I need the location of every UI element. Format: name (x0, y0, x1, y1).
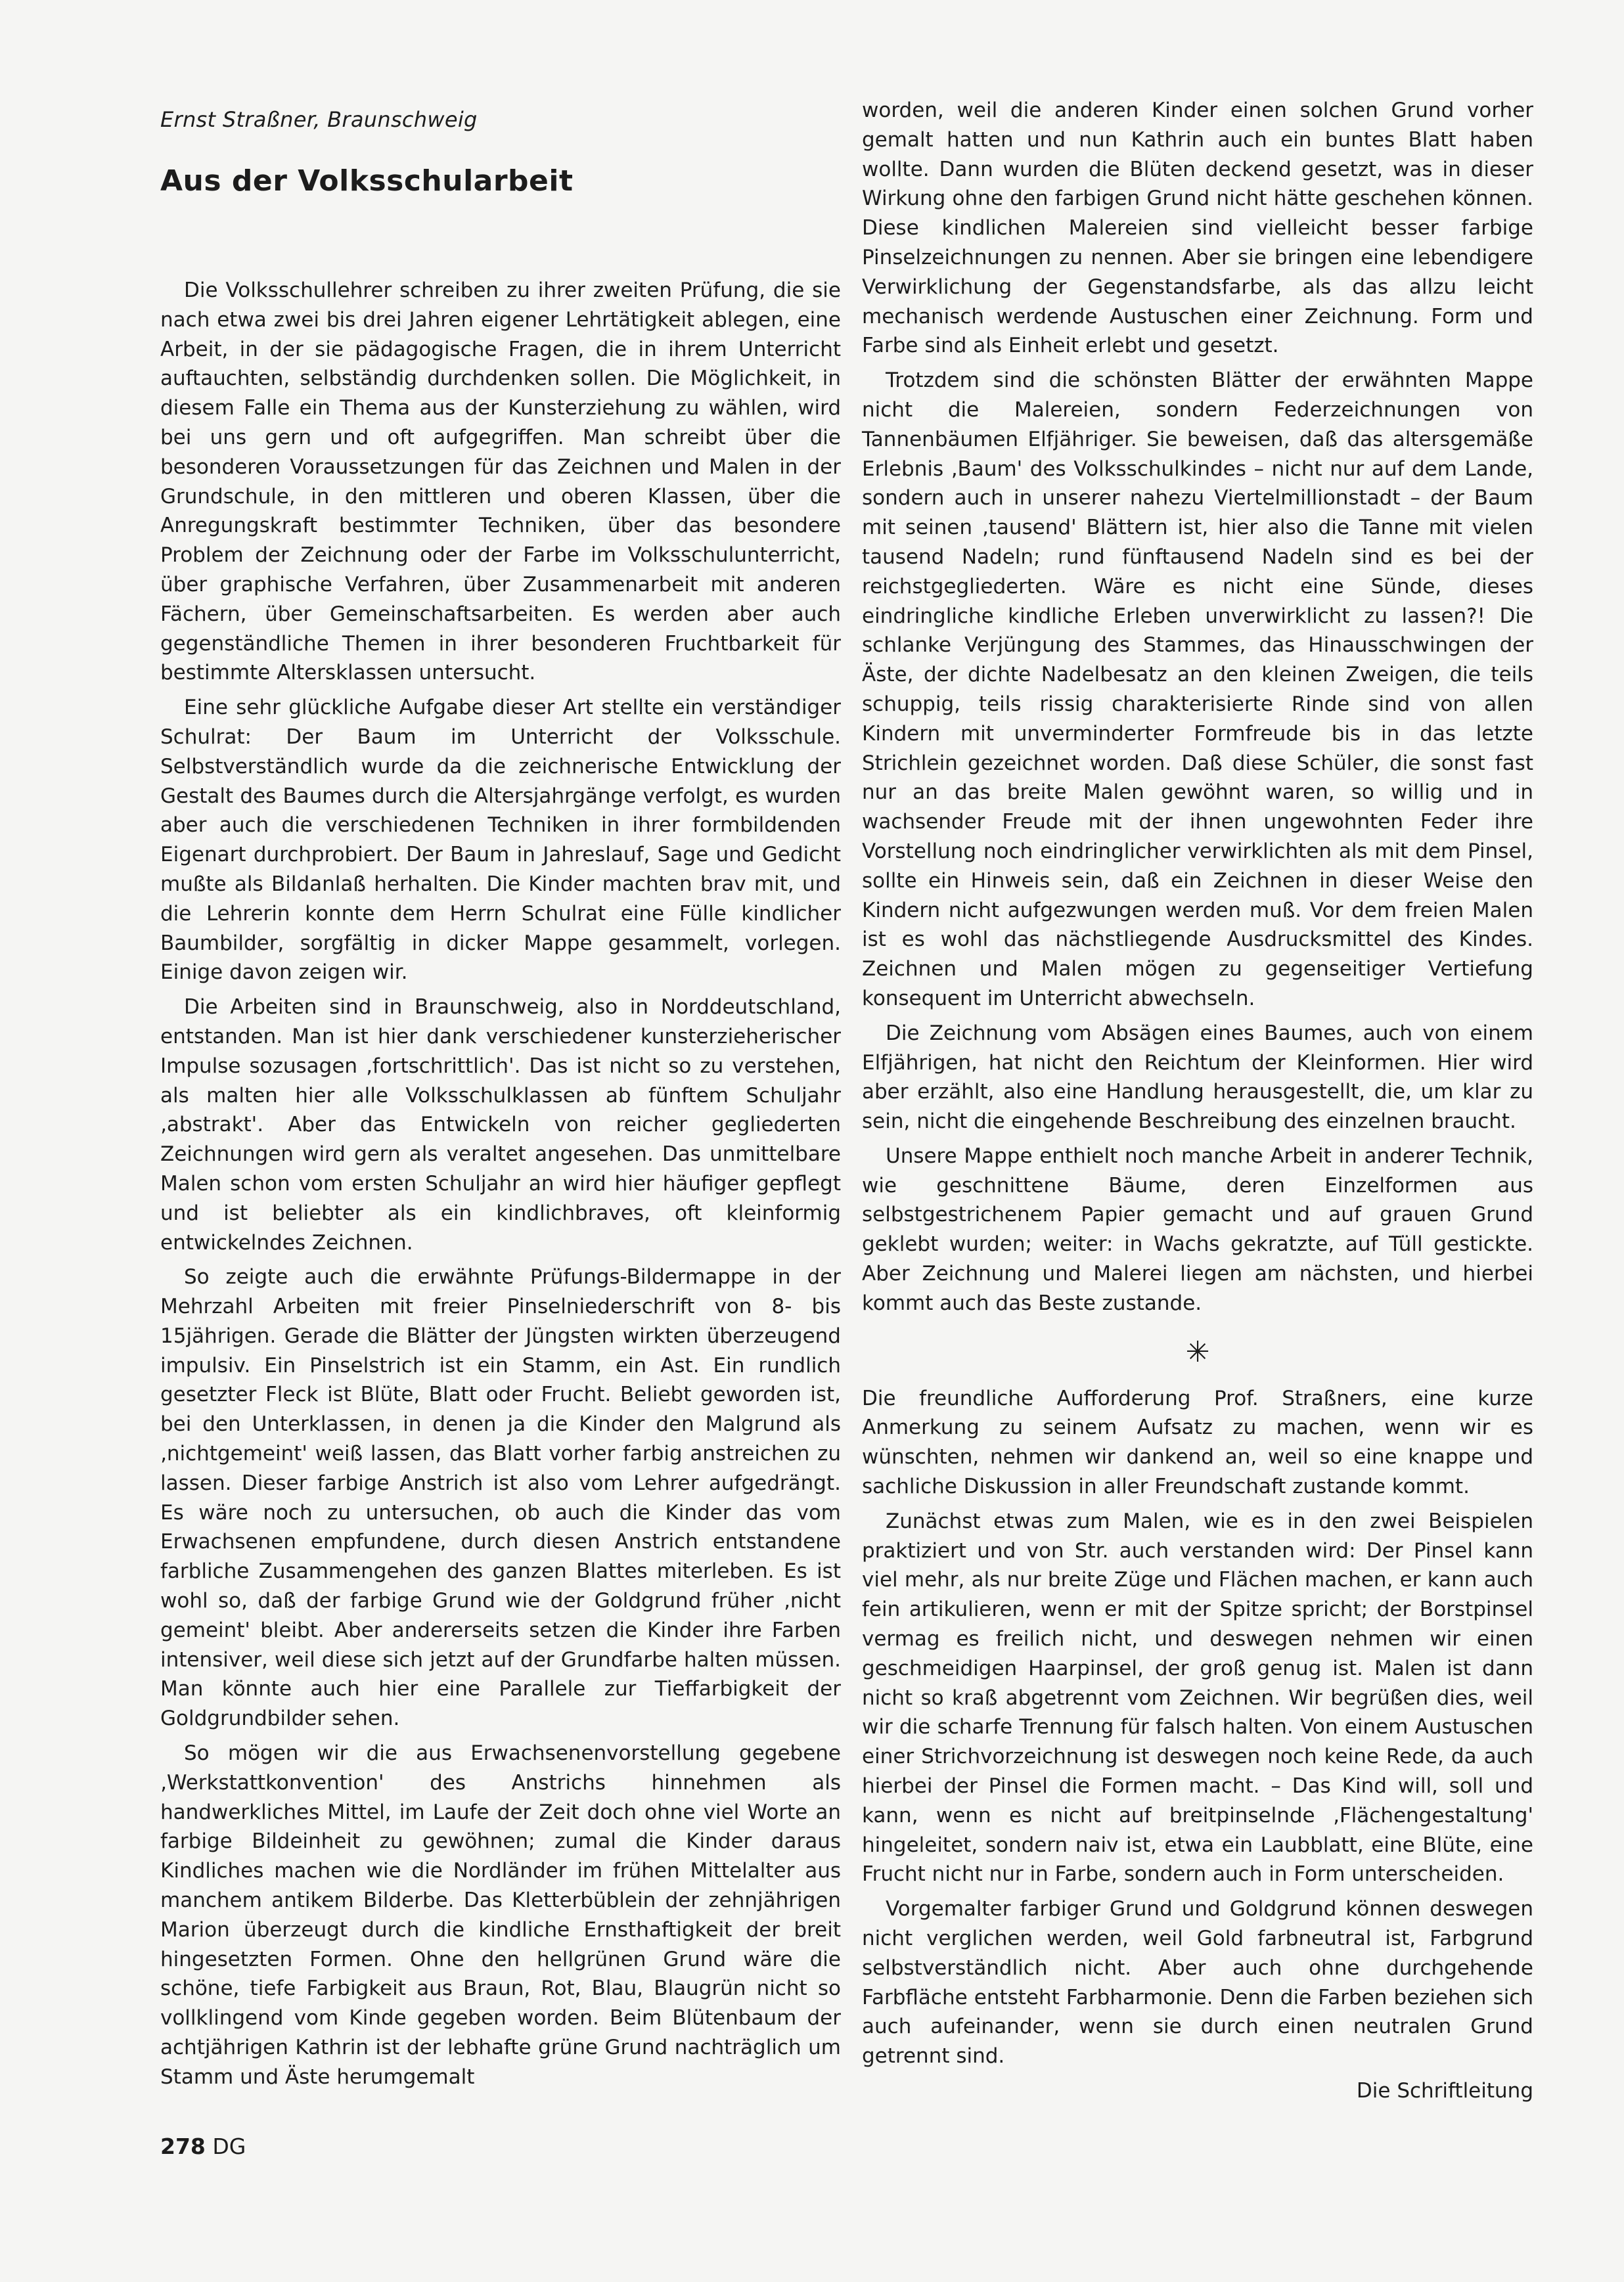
journal-abbreviation: DG (212, 2134, 246, 2159)
author-line: Ernst Straßner, Braunschweig (160, 107, 478, 132)
paragraph: So zeigte auch die erwähnte Prüfungs-Bildermappe in der Mehrzahl Arbeiten mit freier Pinselniederschrift von 8- bis 15jährigen. Gerade die Blätter der Jüngsten wirkten überzeugend impulsiv. Ein Pinselstrich ist ein Stamm, ein Ast. Ein rundlich gesetzter Fleck ist Blüte, Blatt oder Frucht. Beliebt geworden ist, bei den Unterklassen, in denen ja die Kinder den Malgrund als ‚nichtgemeint' weiß lassen, das Blatt vorher farbig anstreichen zu lassen. Dieser farbige Anstrich ist also vom Lehrer aufgedrängt. Es wäre noch zu untersuchen, ob auch die Kinder das vom Erwachsenen empfundene, durch diesen Anstrich entstandene farbliche Zusammengehen des ganzen Blattes miterleben. Es ist wohl so, daß der farbige Grund wie der Goldgrund früher ‚nicht gemeint' bleibt. Aber andererseits setzen die Kinder ihre Farben intensiver, weil diese sich jetzt auf der Grundfarbe halten müssen. Man könnte auch hier eine Parallele zur Tieffarbigkeit der Goldgrundbilder sehen. (160, 1265, 841, 1731)
signature: Die Schriftleitung (1356, 2079, 1533, 2103)
editorial-note-paragraph: Die freundliche Aufforderung Prof. Straßners, eine kurze Anmerkung zu seinem Aufsatz zu machen, wenn wir es wünschten, nehmen wir dankend an, weil so eine knappe und sachliche Diskussion in aller Freundschaft zustande kommt. (862, 1386, 1533, 1499)
paragraph: So mögen wir die aus Erwachsenenvorstellung gegebene ‚Werkstattkonvention' des Anstrichs hinnehmen als handwerkliches Mittel, im Laufe der Zeit doch ohne viel Worte an farbige Bildeinheit zu gewöhnen; zumal die Kinder daraus Kindliches machen wie die Nordländer im frühen Mittelalter aus manchem antikem Bilderbe. Das Kletterbüblein der zehnjährigen Marion überzeugt durch die kindliche Ernsthaftigkeit der breit hingesetzten Formen. Ohne den hellgrünen Grund wäre die schöne, tiefe Farbigkeit aus Braun, Rot, Blau, Blaugrün nicht so vollklingend vom Kinde gegeben worden. Beim Blütenbaum der achtjährigen Kathrin ist der lebhafte grüne Grund nachträglich um Stamm und Äste herumgemalt (160, 1741, 841, 2089)
editorial-note-paragraph: Zunächst etwas zum Malen, wie es in den zwei Beispielen praktiziert und von Str. auch verstanden wird: Der Pinsel kann viel mehr, als nur breite Züge und Flächen machen, er kann auch fein artikulieren, wenn er mit der Spitze spricht; der Borstpinsel vermag es freilich nicht, und deswegen nehmen wir einen geschmeidigen Haarpinsel, der groß genug ist. Malen ist dann nicht so kraß abgetrennt vom Zeichnen. Wir begrüßen dies, weil wir die scharfe Trennung für falsch halten. Von einem Austuschen einer Strichvorzeichnung ist deswegen noch keine Rede, da auch hierbei der Pinsel die Formen macht. – Das Kind will, soll und kann, wenn es nicht auf breitpinselnde ‚Flächengestaltung' hingeleitet, sondern naiv ist, etwa ein Laubblatt, eine Blüte, eine Frucht nicht nur in Farbe, sondern auch in Form unterscheiden. (862, 1509, 1533, 1887)
paragraph: Eine sehr glückliche Aufgabe dieser Art stellte ein verständiger Schulrat: Der Baum im Unterricht der Volksschule. Selbstverständlich wurde da die zeichnerische Entwicklung der Gestalt des Baumes durch die Altersjahrgänge verfolgt, es wurden aber auch die verschiedenen Techniken in ihrer formbildenden Eigenart durchprobiert. Der Baum in Jahreslauf, Sage und Gedicht mußte als Bildanlaß herhalten. Die Kinder machten brav mit, und die Lehrerin konnte dem Herrn Schulrat eine Fülle kindlicher Baumbilder, sorgfältig in dicker Mappe gesammelt, vorlegen. Einige davon zeigen wir. (160, 696, 841, 985)
left-column (160, 99, 841, 2097)
section-separator: ✳ (1185, 1335, 1210, 1369)
paragraph: Trotzdem sind die schönsten Blätter der erwähnten Mappe nicht die Malereien, sondern Federzeichnungen von Tannenbäumen Elfjähriger. Sie beweisen, daß das altersgemäße Erlebnis ‚Baum' des Volksschulkindes – nicht nur auf dem Lande, sondern auch in unserer nahezu Viertelmillionstadt – der Baum mit seinen ‚tausend' Blättern ist, hier also die Tanne mit vielen tausend Nadeln; rund fünftausend Nadeln sind es bei der reichstgegliederten. Wäre es nicht eine Sünde, dieses eindringliche kindliche Erleben unverwirklicht zu lassen?! Die schlanke Verjüngung des Stammes, das Hinausschwingen der Äste, der dichte Nadelbesatz an den kleinen Zweigen, die teils schuppig, teils rissig charakterisierte Rinde sind von allen Kindern mit unverminderter Formfreude bis in das letzte Strichlein gezeichnet worden. Daß diese Schüler, die sonst fast nur an das breite Malen gewöhnt waren, so willig und in wachsender Freude mit der ihnen ungewohnten Feder ihre Vorstellung noch eindringlicher verwirklichten als mit dem Pinsel, sollte ein Hinweis sein, daß ein Zeichnen in dieser Weise den Kindern nicht aufgezwungen werden muß. Vor dem freien Malen ist es wohl das nächstliegende Ausdrucksmittel des Kindes. Zeichnen und Malen mögen zu gegenseitiger Vertiefung konsequent im Unterricht abwechseln. (862, 369, 1533, 1010)
article-title: Aus der Volksschularbeit (160, 164, 574, 198)
paragraph: Die Zeichnung vom Absägen eines Baumes, auch von einem Elfjährigen, hat nicht den Reichtum der Kleinformen. Hier wird aber erzählt, also eine Handlung herausgestellt, die, um klar zu sein, nicht die eingehende Beschreibung des einzelnen braucht. (862, 1021, 1533, 1134)
paragraph: Die Volksschullehrer schreiben zu ihrer zweiten Prüfung, die sie nach etwa zwei bis drei Jahren eigener Lehrtätigkeit ablegen, eine Arbeit, in der sie pädagogische Fragen, die in ihrem Unterricht auftauchten, selbständig durchdenken sollen. Die Möglichkeit, in diesem Falle ein Thema aus der Kunsterziehung zu wählen, wird bei uns gern und oft aufgegriffen. Man schreibt über die besonderen Voraussetzungen für das Zeichnen und Malen in der Grundschule, in den mittleren und oberen Klassen, über die Anregungskraft bestimmter Techniken, über das besondere Problem der Zeichnung oder der Farbe im Volksschulunterricht, über graphische Verfahren, über Zusammenarbeit mit anderen Fächern, über Gemeinschaftsarbeiten. Es werden aber auch gegenständliche Themen in ihrer besonderen Fruchtbarkeit für bestimmte Altersklassen untersucht. (160, 279, 841, 685)
right-column (862, 96, 1533, 2105)
page-number: 278 (160, 2134, 206, 2159)
paragraph: Unsere Mappe enthielt noch manche Arbeit in anderer Technik, wie geschnittene Bäume, deren Einzelformen aus selbstgestrichenem Papier gemacht und auf grauen Grund geklebt wurden; weiter: in Wachs gekratzte, auf Tüll gestickte. Aber Zeichnung und Malerei liegen am nächsten, und hierbei kommt auch das Beste zustande. (862, 1144, 1533, 1315)
editorial-note-paragraph: Vorgemalter farbiger Grund und Goldgrund können deswegen nicht verglichen werden, weil Gold farbneutral ist, Farbgrund selbstverständlich nicht. Aber auch ohne durchgehende Farbfläche entsteht Farbharmonie. Denn die Farben beziehen sich auch aufeinander, wenn sie durch einen neutralen Grund getrennt sind. (862, 1897, 1533, 2069)
paragraph: Die Arbeiten sind in Braunschweig, also in Norddeutschland, entstanden. Man ist hier dank verschiedener kunsterzieherischer Impulse sozusagen ‚fortschrittlich'. Das ist nicht so zu verstehen, als malten hier alle Volksschulklassen ab fünftem Schuljahr ‚abstrakt'. Aber das Entwickeln von reicher gegliederten Zeichnungen wird gern als veraltet angesehen. Das unmittelbare Malen schon vom ersten Schuljahr an wird hier häufiger gepflegt und ist beliebter als ein kindlichbraves, oft kleinformig entwickelndes Zeichnen. (160, 995, 841, 1255)
page-footer (160, 2134, 246, 2160)
paragraph: worden, weil die anderen Kinder einen solchen Grund vorher gemalt hatten und nun Kathrin auch ein buntes Blatt haben wollte. Dann wurden die Blüten deckend gesetzt, was in dieser Wirkung ohne den farbigen Grund nicht hätte geschehen können. Diese kindlichen Malereien sind vielleicht besser farbige Pinselzeichnungen zu nennen. Aber sie bringen eine lebendigere Verwirklichung der Gegenstandsfarbe, als das allzu leicht mechanisch werdende Austuschen einer Zeichnung. Form und Farbe sind als Einheit erlebt und gesetzt. (862, 99, 1533, 358)
